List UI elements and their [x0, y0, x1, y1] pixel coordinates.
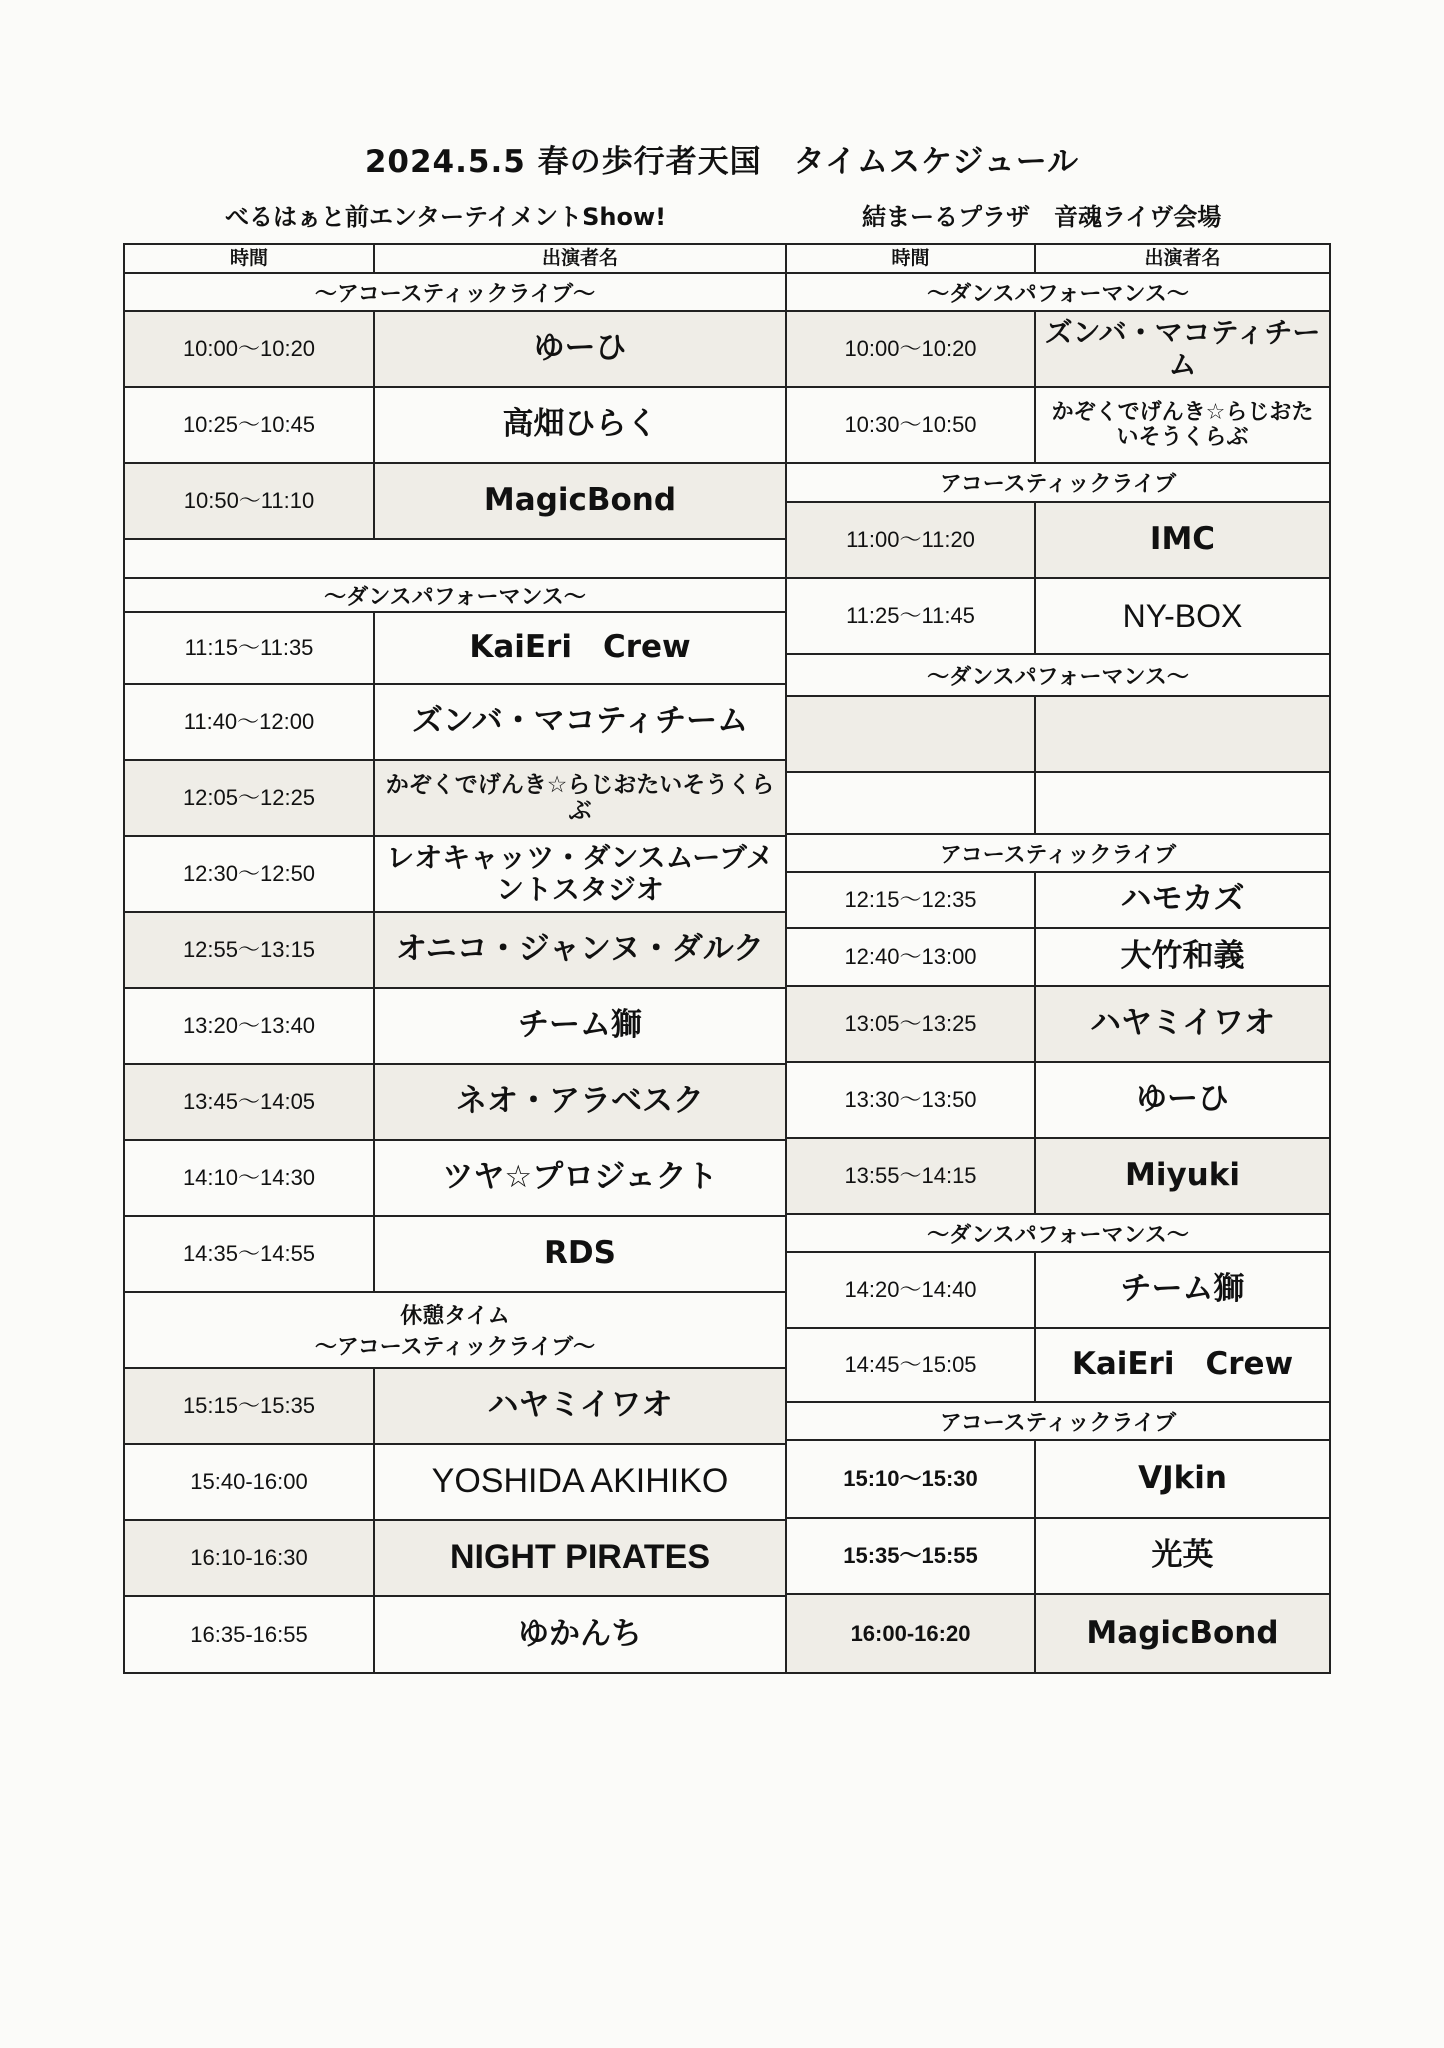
table-row	[787, 1253, 1329, 1329]
table-row	[125, 837, 785, 913]
table-row	[125, 1065, 785, 1141]
time-cell: 16:35-16:55	[125, 1597, 375, 1672]
table-row	[125, 464, 785, 540]
table-header	[787, 245, 1329, 274]
right-venue-title: 結まーるプラザ 音魂ライヴ会場	[862, 203, 1222, 231]
table-row	[787, 312, 1329, 388]
time-cell: 13:55～14:15	[787, 1139, 1036, 1213]
time-cell: 10:50～11:10	[125, 464, 375, 538]
table-row	[787, 1595, 1329, 1672]
performer-cell: KaiEri Crew	[469, 629, 691, 666]
table-row	[125, 1217, 785, 1293]
time-header: 時間	[125, 245, 375, 272]
table-row	[125, 1445, 785, 1521]
time-cell: 11:00～11:20	[787, 503, 1036, 577]
table-row	[125, 1521, 785, 1597]
performer-cell: 光英	[1151, 1537, 1214, 1574]
time-cell: 15:15～15:35	[125, 1369, 375, 1443]
time-cell: 11:15～11:35	[125, 613, 375, 683]
table-row	[125, 312, 785, 388]
table-row	[787, 987, 1329, 1063]
time-cell: 12:30～12:50	[125, 837, 375, 911]
time-cell: 10:00～10:20	[125, 312, 375, 386]
time-cell: 13:45～14:05	[125, 1065, 375, 1139]
break-label: 休憩タイム	[400, 1304, 510, 1329]
right-schedule-table	[787, 243, 1331, 1674]
table-row	[787, 873, 1329, 929]
table-row	[787, 388, 1329, 464]
time-cell: 14:35～14:55	[125, 1217, 375, 1291]
time-cell: 15:40-16:00	[125, 1445, 375, 1519]
performer-cell: ハモカズ	[1120, 881, 1245, 918]
time-cell: 12:40～13:00	[787, 929, 1036, 985]
performer-cell: VJkin	[1138, 1460, 1227, 1497]
section-heading: ～ダンスパフォーマンス～	[787, 274, 1329, 312]
table-row	[125, 1369, 785, 1445]
performer-cell: レオキャッツ・ダンスムーブメントスタジオ	[386, 840, 774, 906]
empty-row	[787, 773, 1329, 835]
time-cell: 13:05～13:25	[787, 987, 1036, 1061]
section-heading: アコースティックライブ	[787, 1403, 1329, 1441]
section-heading: ～アコースティックライブ～	[314, 1335, 596, 1360]
performer-cell: ゆかんち	[518, 1615, 642, 1652]
performer-cell: ズンバ・マコティチーム	[411, 703, 749, 740]
time-cell: 14:45～15:05	[787, 1329, 1036, 1401]
time-cell: 12:05～12:25	[125, 761, 375, 835]
table-row	[125, 989, 785, 1065]
performer-cell: NY-BOX	[1122, 597, 1243, 634]
performer-cell: 大竹和義	[1120, 938, 1245, 975]
performer-cell: チーム獅	[1120, 1271, 1245, 1308]
table-row	[787, 579, 1329, 655]
time-cell: 14:20～14:40	[787, 1253, 1036, 1327]
section-heading: ～アコースティックライブ～	[125, 274, 785, 312]
performer-cell: YOSHIDA AKIHIKO	[431, 1462, 729, 1501]
table-row	[787, 1063, 1329, 1139]
performer-cell: 高畑ひらく	[502, 406, 658, 443]
section-heading: ～ダンスパフォーマンス～	[787, 655, 1329, 697]
performer-cell: チーム獅	[518, 1007, 642, 1044]
section-heading: アコースティックライブ	[787, 464, 1329, 503]
performer-cell: MagicBond	[1086, 1614, 1279, 1651]
time-cell: 10:00～10:20	[787, 312, 1036, 386]
time-cell: 14:10～14:30	[125, 1141, 375, 1215]
table-row	[125, 388, 785, 464]
time-cell: 15:10～15:30	[787, 1441, 1036, 1517]
left-venue-title: べるはぁと前エンターテイメントShow!	[225, 203, 667, 231]
performer-cell: ゆーひ	[533, 330, 627, 367]
performer-cell: ハヤミイワオ	[487, 1387, 673, 1424]
page-title: 2024.5.5 春の歩行者天国 タイムスケジュール	[364, 144, 1080, 180]
time-cell: 10:30～10:50	[787, 388, 1036, 462]
table-row	[787, 1441, 1329, 1519]
performer-cell: ゆーひ	[1136, 1081, 1229, 1118]
performer-cell	[1036, 697, 1329, 771]
time-cell: 13:20～13:40	[125, 989, 375, 1063]
table-row	[787, 503, 1329, 579]
time-cell: 12:15～12:35	[787, 873, 1036, 927]
break-section	[125, 1293, 785, 1369]
table-row	[125, 1597, 785, 1672]
time-cell: 10:25～10:45	[125, 388, 375, 462]
table-row	[125, 1141, 785, 1217]
table-row	[787, 1139, 1329, 1215]
performer-cell: Miyuki	[1125, 1157, 1240, 1194]
section-heading: アコースティックライブ	[787, 835, 1329, 873]
performer-header: 出演者名	[541, 246, 618, 269]
time-cell: 13:30～13:50	[787, 1063, 1036, 1137]
time-cell	[787, 697, 1036, 771]
table-row	[125, 761, 785, 837]
performer-cell: IMC	[1149, 521, 1216, 558]
performer-header: 出演者名	[1144, 246, 1221, 269]
section-heading: ～ダンスパフォーマンス～	[787, 1215, 1329, 1253]
time-cell: 12:55～13:15	[125, 913, 375, 987]
table-row	[125, 613, 785, 685]
time-cell: 15:35～15:55	[787, 1519, 1036, 1593]
section-heading: ～ダンスパフォーマンス～	[125, 579, 785, 613]
empty-row	[787, 697, 1329, 773]
left-schedule-table	[123, 243, 787, 1674]
time-cell: 16:00-16:20	[787, 1595, 1036, 1672]
time-cell: 11:25～11:45	[787, 579, 1036, 653]
performer-cell: かぞくでげんき☆らじおたいそうくらぶ	[1051, 399, 1314, 450]
time-header: 時間	[787, 245, 1036, 272]
time-cell	[787, 773, 1036, 833]
performer-cell: ネオ・アラベスク	[456, 1083, 704, 1120]
table-row	[787, 929, 1329, 987]
performer-cell: オニコ・ジャンヌ・ダルク	[395, 931, 765, 968]
performer-cell: KaiEri Crew	[1071, 1346, 1294, 1383]
empty-row	[125, 540, 785, 579]
performer-cell: ハヤミイワオ	[1089, 1005, 1276, 1042]
time-cell: 16:10-16:30	[125, 1521, 375, 1595]
time-cell: 11:40～12:00	[125, 685, 375, 759]
table-row	[787, 1519, 1329, 1595]
performer-cell: NIGHT PIRATES	[449, 1538, 711, 1577]
performer-cell: MagicBond	[483, 482, 677, 519]
table-row	[125, 913, 785, 989]
performer-cell: ツヤ☆プロジェクト	[442, 1159, 718, 1196]
performer-cell: かぞくでげんき☆らじおたいそうくらぶ	[385, 771, 775, 824]
table-row	[787, 1329, 1329, 1403]
performer-cell: RDS	[544, 1235, 616, 1272]
table-row	[125, 685, 785, 761]
table-header	[125, 245, 785, 274]
performer-cell: ズンバ・マコティチーム	[1044, 315, 1321, 381]
performer-cell	[1036, 773, 1329, 833]
